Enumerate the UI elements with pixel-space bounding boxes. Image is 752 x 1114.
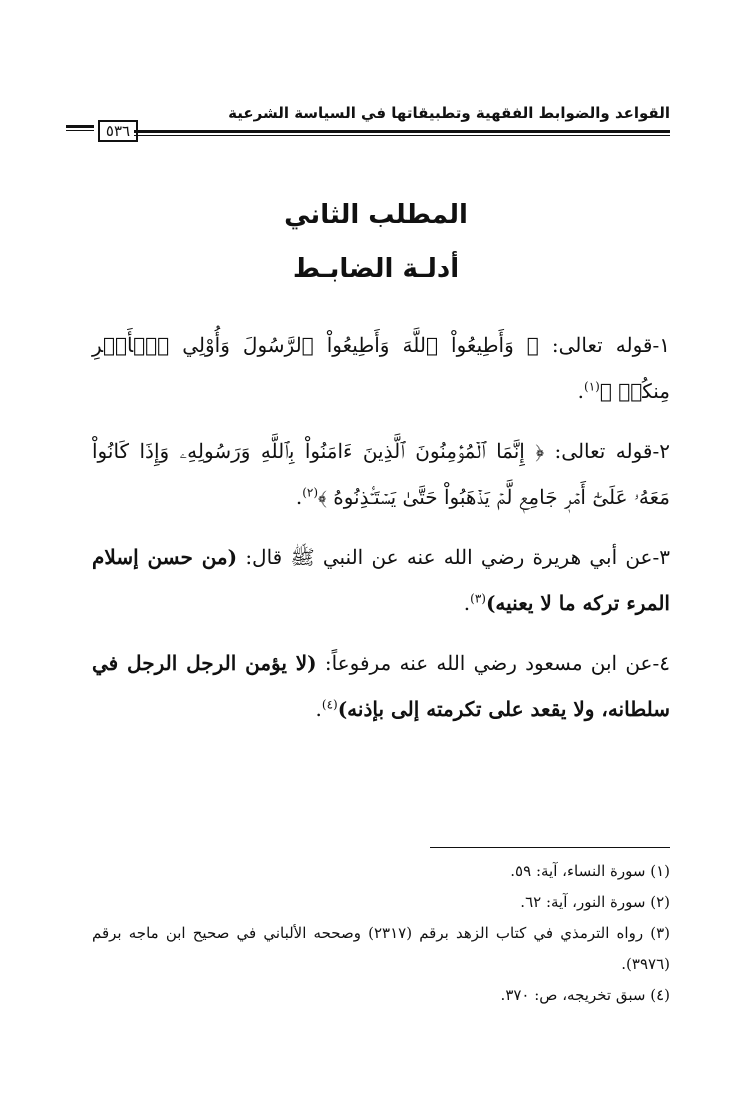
- running-header: [92, 96, 670, 144]
- evidence-text: ﴿ إِنَّمَا ٱلۡمُؤۡمِنُونَ ٱلَّذِينَ ءَامَنُواْ بِٱللَّهِ وَرَسُولِهِۦ وَإِذَا كَانُواْ مَعَهُۥ عَلَىٰٓ أَمۡرٖ جَامِعٖ لَّمۡ يَذۡهَبُواْ حَتَّىٰ يَسۡتَـٔۡذِنُوهُ ﴾: [92, 439, 670, 509]
- evidence-item-3: [92, 534, 670, 626]
- evidence-text: ﴿ وَأَطِيعُواْ ٱللَّهَ وَأَطِيعُواْ ٱلرَّسُولَ وَأُوْلِي ٱلۡأَمۡرِ مِنكُمۡ ﴾: [92, 333, 670, 403]
- section-subtitle: أدلـة الضابـط: [292, 254, 460, 284]
- footnote-ref: (٤): [321, 697, 338, 712]
- footnote-ref: (١): [584, 379, 600, 394]
- evidence-list: [92, 322, 670, 746]
- footnote-ref: (٣): [470, 591, 486, 606]
- evidence-intro: ٢-قوله تعالى:: [544, 439, 670, 463]
- evidence-intro: ٤-عن ابن مسعود رضي الله عنه مرفوعاً:: [316, 651, 670, 675]
- evidence-text: (لا يؤمن الرجل الرجل في سلطانه، ولا يقعد على تكرمته إلى بإذنه): [92, 651, 670, 721]
- running-title: القواعد والضوابط الفقهية وتطبيقاتها في السياسة الشرعية: [228, 104, 670, 122]
- footnote-4: (٤) سبق تخريجه، ص: ٣٧٠.: [500, 986, 670, 1004]
- page-number: ٥٣٦: [98, 120, 138, 142]
- footnote-3: (٣) رواه الترمذي في كتاب الزهد برقم (٢٣١٧) وصححه الألباني في صحيح ابن ماجه برقم (٣٩٧٦).: [92, 924, 670, 973]
- header-dash: [66, 125, 94, 131]
- section-title: المطلب الثاني: [284, 200, 468, 230]
- evidence-intro: ١-قوله تعالى:: [538, 333, 670, 357]
- evidence-end: .: [295, 485, 303, 509]
- footnote-2: (٢) سورة النور، آية: ٦٢.: [520, 893, 670, 911]
- evidence-intro: ٣-عن أبي هريرة رضي الله عنه عن النبي ﷺ قال:: [237, 545, 671, 569]
- evidence-end: .: [315, 697, 322, 721]
- footnote-ref: (٢): [302, 485, 319, 500]
- footnote-1: (١) سورة النساء، آية: ٥٩.: [510, 862, 670, 880]
- evidence-end: .: [577, 379, 585, 403]
- footnotes: [92, 856, 670, 1011]
- evidence-end: .: [463, 591, 471, 615]
- header-rule: [134, 130, 670, 136]
- evidence-item-1: [92, 322, 670, 414]
- evidence-item-4: [92, 640, 670, 732]
- evidence-item-2: [92, 428, 670, 520]
- evidence-text: (من حسن إسلام المرء تركه ما لا يعنيه): [92, 545, 670, 615]
- footnote-rule: [430, 847, 670, 848]
